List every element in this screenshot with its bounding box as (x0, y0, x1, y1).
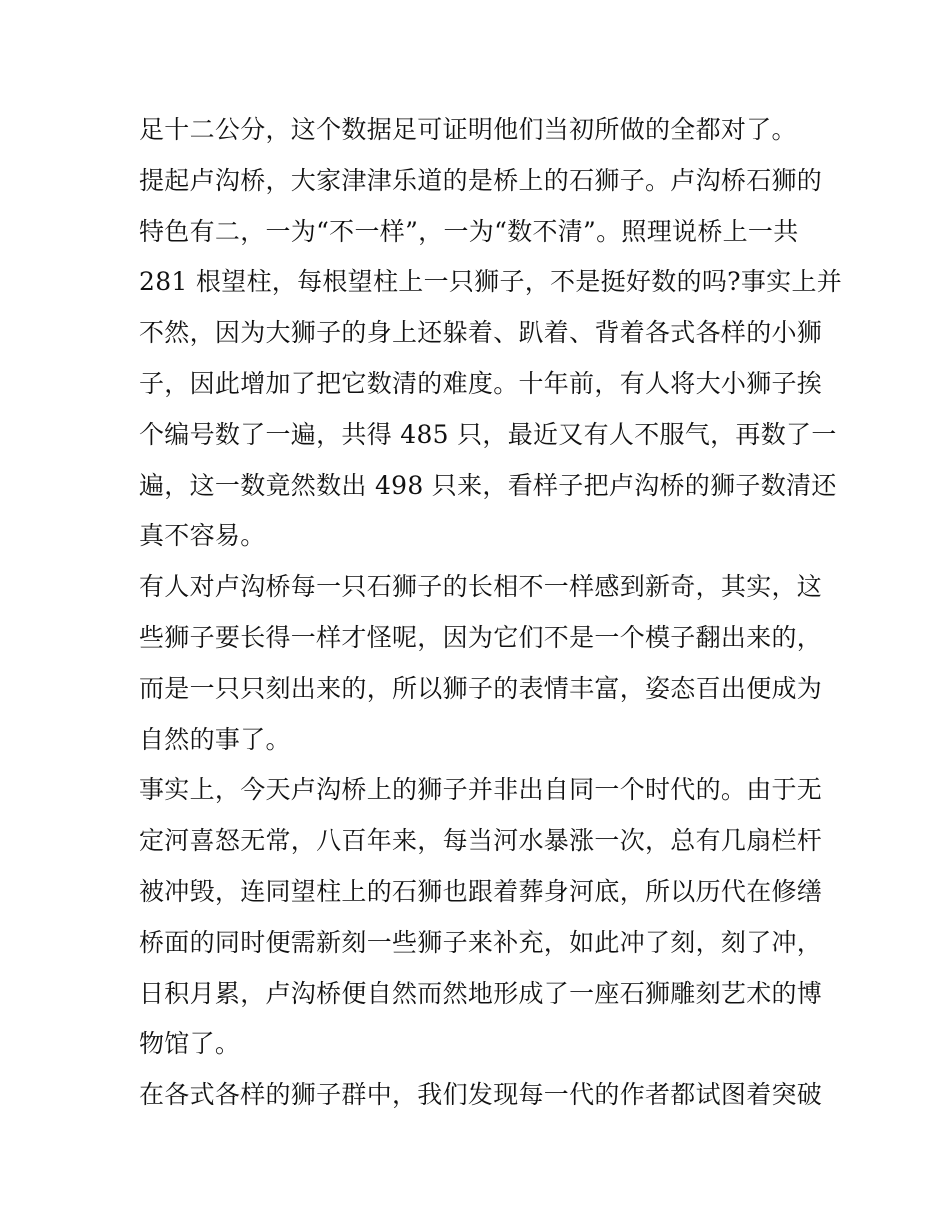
text-line: 而是一只只刻出来的，所以狮子的表情丰富，姿态百出便成为 (139, 673, 823, 703)
text-line: 遍，这一数竟然数出 498 只来，看样子把卢沟桥的狮子数清还 (139, 470, 837, 500)
text-line: 提起卢沟桥，大家津津乐道的是桥上的石狮子。卢沟桥石狮的 (139, 165, 823, 195)
text-line: 事实上，今天卢沟桥上的狮子并非出自同一个时代的。由于无 (139, 775, 823, 805)
text-line: 281 根望柱，每根望柱上一只狮子，不是挺好数的吗?事实上并 (139, 267, 843, 297)
text-line: 些狮子要长得一样才怪呢，因为它们不是一个模子翻出来的， (139, 622, 823, 652)
text-line: 不然，因为大狮子的身上还躲着、趴着、背着各式各样的小狮 (139, 318, 823, 348)
text-line: 足十二公分，这个数据足可证明他们当初所做的全都对了。 (139, 115, 797, 144)
text-line: 桥面的同时便需新刻一些狮子来补充，如此冲了刻，刻了冲， (139, 927, 823, 957)
text-line: 真不容易。 (139, 521, 266, 551)
text-line: 在各式各样的狮子群中，我们发现每一代的作者都试图着突破 (139, 1080, 823, 1110)
document-body (139, 108, 843, 1124)
text-line: 物馆了。 (139, 1029, 241, 1059)
text-line: 个编号数了一遍，共得 485 只，最近又有人不服气，再数了一 (139, 419, 837, 449)
text-line: 被冲毁，连同望柱上的石狮也跟着葬身河底，所以历代在修缮 (139, 876, 823, 906)
text-line: 定河喜怒无常，八百年来，每当河水暴涨一次，总有几扇栏杆 (139, 826, 823, 856)
text-line: 日积月累，卢沟桥便自然而然地形成了一座石狮雕刻艺术的博 (139, 978, 823, 1008)
text-line: 有人对卢沟桥每一只石狮子的长相不一样感到新奇，其实，这 (139, 572, 823, 602)
text-line: 特色有二，一为“不一样”，一为“数不清”。照理说桥上一共 (139, 216, 799, 246)
text-line: 子，因此增加了把它数清的难度。十年前，有人将大小狮子挨 (139, 368, 823, 398)
text-line: 自然的事了。 (139, 724, 291, 754)
